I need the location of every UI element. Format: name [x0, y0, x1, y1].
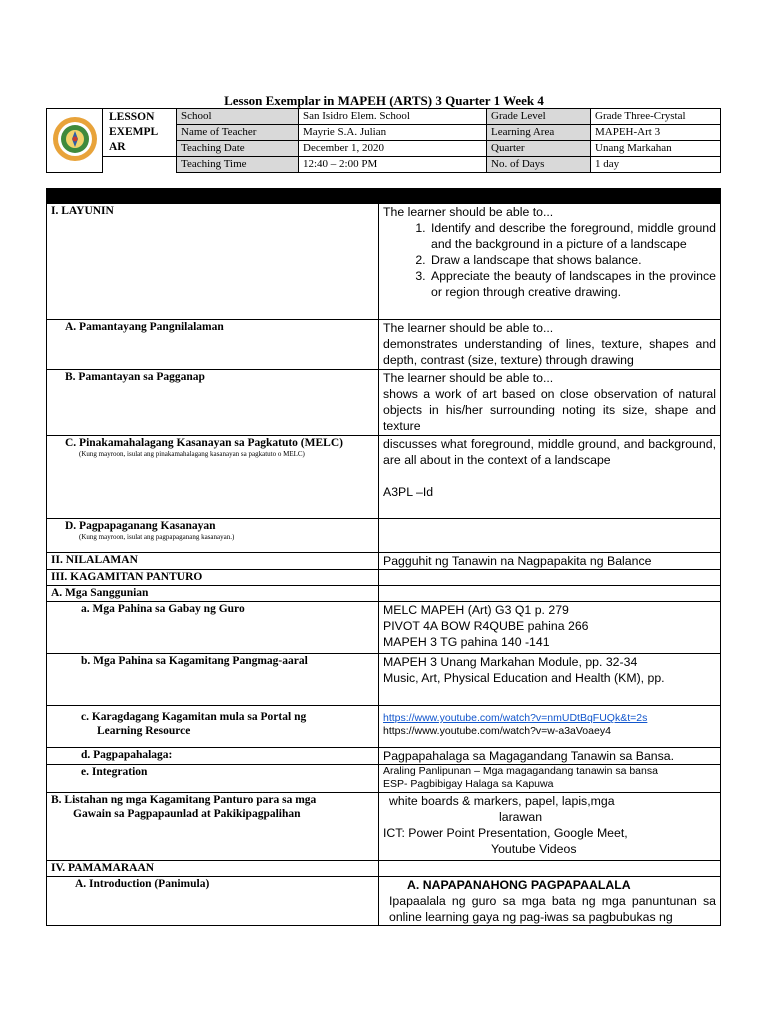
- deped-seal-icon: [52, 116, 98, 162]
- body-text: shows a work of art based on close observation of natural objects in his/her surrounding noting its size, shape and texture: [383, 387, 716, 433]
- document-title: Lesson Exemplar in MAPEH (ARTS) 3 Quarter 1 Week 4: [224, 93, 544, 108]
- table-row: [47, 654, 721, 706]
- pagpapaganang-note: (Kung mayroon, isulat ang pagpapaganang kasanayan.): [79, 533, 235, 541]
- melc-code: A3PL –Id: [383, 485, 434, 499]
- header-table: [46, 108, 721, 173]
- napapanahong-heading: A. NAPAPANAHONG PAGPAPAALALA: [407, 878, 631, 892]
- table-row: [47, 748, 721, 765]
- table-header-bar: [47, 189, 721, 204]
- integration-line: ESP- Pagbibigay Halaga sa Kapuwa: [383, 778, 554, 790]
- pagpapaganang-label: D. Pagpapaganang Kasanayan: [65, 520, 216, 532]
- table-row: [47, 519, 721, 553]
- header-key: Name of Teacher: [177, 125, 299, 141]
- portal-label-cont: Learning Resource: [97, 725, 191, 737]
- lesson-table: [46, 188, 721, 926]
- table-row: [47, 370, 721, 436]
- pamantayang-pangnilalaman-label: A. Pamantayang Pangnilalaman: [65, 321, 224, 333]
- kagamitan-label: III. KAGAMITAN PANTURO: [47, 570, 379, 586]
- list-item: 3. Appreciate the beauty of landscapes in the province or region through creative drawing.: [429, 268, 716, 300]
- layunin-label: I. LAYUNIN: [47, 204, 379, 320]
- header-value: San Isidro Elem. School: [299, 109, 487, 125]
- body-text: discusses what foreground, middle ground, and background, are all about in the context of a landscape: [383, 437, 716, 467]
- table-row: [47, 436, 721, 519]
- intro-text: The learner should be able to...: [383, 321, 554, 335]
- table-row: [47, 861, 721, 877]
- listahan-line: Youtube Videos: [491, 842, 577, 856]
- header-blank: [103, 157, 177, 173]
- mag-aaral-label: b. Mga Pahina sa Kagamitang Pangmag-aaral: [81, 655, 308, 667]
- youtube-link-2[interactable]: https://www.youtube.com/watch?v=w-a3aVoaey4: [383, 725, 611, 737]
- gabay-label: a. Mga Pahina sa Gabay ng Guro: [81, 603, 245, 615]
- integration-label: e. Integration: [81, 766, 148, 778]
- pamamaraan-label: IV. PAMAMARAAN: [47, 861, 379, 877]
- body-text: Ipapaalala ng guro sa mga bata ng mga panuntunan sa online learning gaya ng pag-iwas sa pagbubukas ng: [389, 894, 716, 924]
- header-value: 1 day: [591, 157, 721, 173]
- integration-line: Araling Panlipunan – Mga magagandang tanawin sa bansa: [383, 765, 658, 777]
- table-row: [47, 570, 721, 586]
- header-key: No. of Days: [487, 157, 591, 173]
- gabay-line: MAPEH 3 TG pahina 140 -141: [383, 635, 550, 649]
- header-value: December 1, 2020: [299, 141, 487, 157]
- header-key: Teaching Time: [177, 157, 299, 173]
- intro-text: The learner should be able to...: [383, 371, 554, 385]
- table-row: [47, 204, 721, 320]
- table-row: [47, 602, 721, 654]
- nilalaman-label: II. NILALAMAN: [47, 553, 379, 570]
- objectives-list: [383, 220, 716, 300]
- lesson-exemplar-label: LESSON EXEMPL AR: [103, 109, 177, 157]
- sanggunian-label: A. Mga Sanggunian: [47, 586, 379, 602]
- header-value: Mayrie S.A. Julian: [299, 125, 487, 141]
- pagpapahalaga-label: d. Pagpapahalaga:: [81, 749, 173, 761]
- listahan-line: ICT: Power Point Presentation, Google Meet,: [383, 826, 628, 840]
- table-row: [47, 320, 721, 370]
- header-key: Teaching Date: [177, 141, 299, 157]
- layunin-intro: The learner should be able to...: [383, 205, 554, 219]
- layunin-content: [379, 204, 721, 320]
- listahan-label-cont: Gawain sa Pagpapaunlad at Pakikipagpalihan: [73, 808, 301, 820]
- melc-note: (Kung mayroon, isulat ang pinakamahalagang kasanayan sa pagkatuto o MELC): [79, 450, 305, 458]
- table-row: [47, 706, 721, 748]
- table-row: [47, 765, 721, 793]
- listahan-line: white boards & markers, papel, lapis,mga: [389, 794, 615, 808]
- header-value: Grade Three-Crystal: [591, 109, 721, 125]
- pamantayan-sa-pagganap-label: B. Pamantayan sa Pagganap: [65, 371, 205, 383]
- table-row: [47, 553, 721, 570]
- portal-label: c. Karagdagang Kagamitan mula sa Portal ng: [81, 711, 307, 723]
- introduction-label: A. Introduction (Panimula): [75, 878, 210, 890]
- gabay-line: MELC MAPEH (Art) G3 Q1 p. 279: [383, 603, 569, 617]
- school-logo: [47, 109, 103, 173]
- list-item: 1. Identify and describe the foreground, middle ground and the background in a picture of a landscape: [429, 220, 716, 252]
- list-item: 2. Draw a landscape that shows balance.: [429, 252, 716, 268]
- mag-aaral-line: MAPEH 3 Unang Markahan Module, pp. 32-34: [383, 655, 638, 669]
- header-value: MAPEH-Art 3: [591, 125, 721, 141]
- header-value: Unang Markahan: [591, 141, 721, 157]
- pagpapahalaga-text: Pagpapahalaga sa Magagandang Tanawin sa Bansa.: [379, 748, 721, 765]
- nilalaman-text: Pagguhit ng Tanawin na Nagpapakita ng Balance: [379, 553, 721, 570]
- header-value: 12:40 – 2:00 PM: [299, 157, 487, 173]
- table-row: [47, 793, 721, 861]
- youtube-link[interactable]: https://www.youtube.com/watch?v=nmUDtBqFUQk&t=2s: [383, 712, 648, 724]
- header-key: School: [177, 109, 299, 125]
- table-row: [47, 586, 721, 602]
- header-key: Grade Level: [487, 109, 591, 125]
- table-row: [47, 877, 721, 926]
- mag-aaral-line: Music, Art, Physical Education and Health (KM), pp.: [383, 671, 665, 685]
- listahan-line: larawan: [499, 810, 543, 824]
- listahan-label: B. Listahan ng mga Kagamitang Panturo para sa mga: [51, 794, 317, 806]
- header-key: Quarter: [487, 141, 591, 157]
- header-key: Learning Area: [487, 125, 591, 141]
- body-text: demonstrates understanding of lines, texture, shapes and depth, contrast (size, texture) through drawing: [383, 337, 716, 367]
- gabay-line: PIVOT 4A BOW R4QUBE pahina 266: [383, 619, 589, 633]
- melc-label: C. Pinakamahalagang Kasanayan sa Pagkatuto (MELC): [65, 437, 343, 449]
